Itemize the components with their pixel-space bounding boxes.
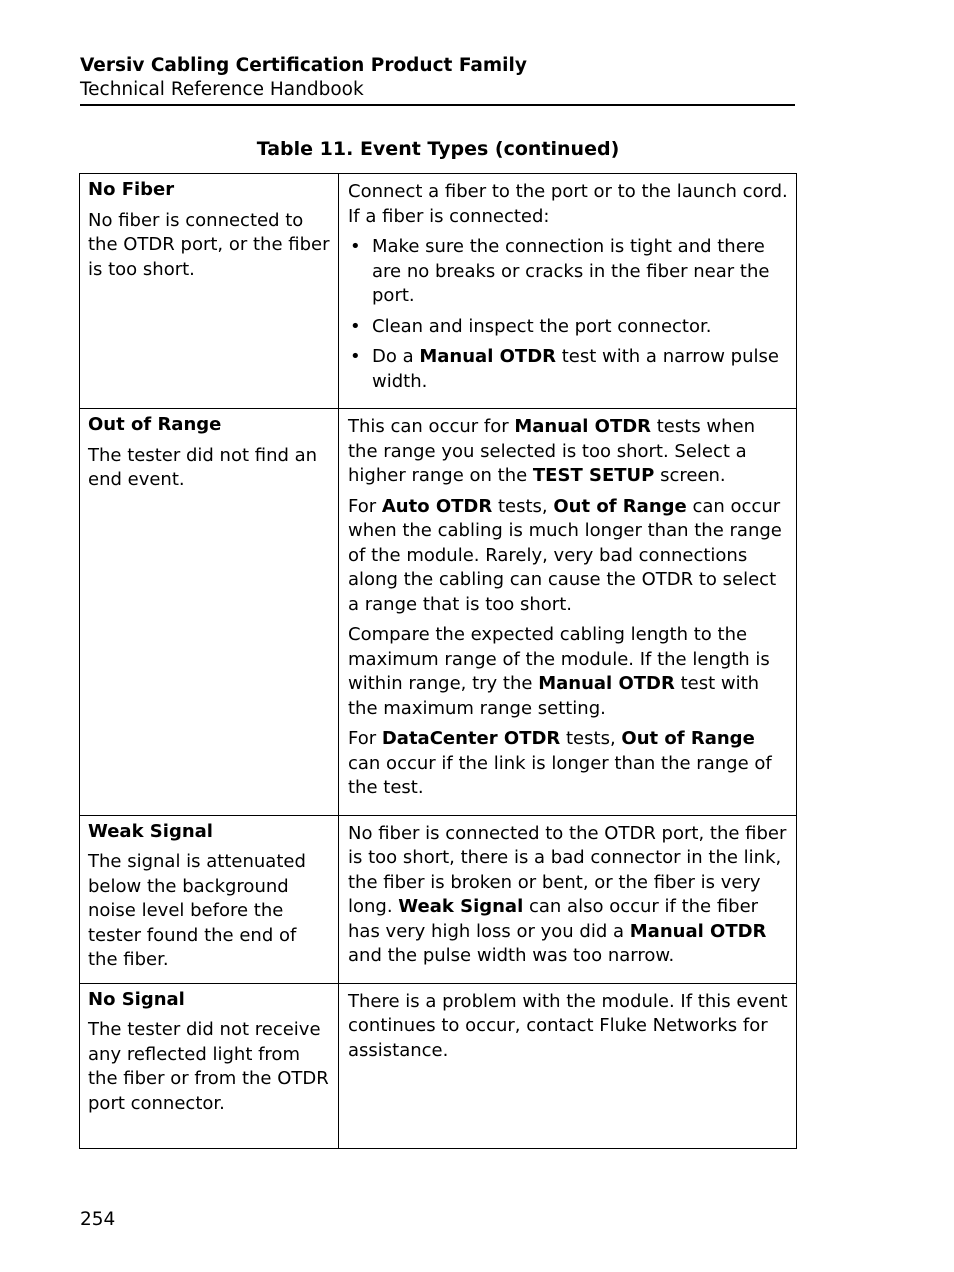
action-cell (339, 983, 797, 1148)
list-item-text: Clean and inspect the port connector. (372, 315, 712, 337)
event-description: No fiber is connected to the OTDR port, or the fiber is too short. (88, 209, 330, 280)
event-name: Out of Range (88, 414, 222, 435)
list-item-text: Make sure the connection is tight and there are no breaks or cracks in the fiber near the port. (372, 236, 770, 306)
event-cell (80, 815, 339, 983)
event-types-table (79, 173, 797, 1149)
action-cell (339, 815, 797, 983)
table-row (80, 409, 797, 816)
event-description: The signal is attenuated below the background noise level before the tester found the end of the fiber. (88, 851, 306, 970)
action-cell (339, 174, 797, 409)
ui-term: Manual OTDR (514, 416, 652, 437)
action-paragraph: No fiber is connected to the OTDR port, the fiber is too short, there is a bad connector in the link, the fiber is broken or bent, or the fiber is very long. Weak Signal can also occur if the fiber has very high loss or you did a Manual OTDR and the pulse width was too narrow. (348, 822, 787, 966)
event-description: The tester did not find an end event. (88, 444, 318, 490)
event-cell (80, 174, 339, 409)
table-row (80, 174, 797, 409)
ui-term: Manual OTDR (419, 346, 557, 367)
bullet-icon: • (350, 236, 361, 257)
running-header (80, 54, 795, 102)
action-paragraph: For DataCenter OTDR tests, Out of Range can occur if the link is longer than the range of the test. (348, 728, 772, 798)
ui-term: Out of Range (621, 728, 755, 749)
ui-term: DataCenter OTDR (381, 728, 561, 749)
list-item-text: test with a narrow pulse width. (372, 346, 779, 392)
table-caption: Table 11. Event Types (continued) (256, 138, 620, 160)
table-row (80, 983, 797, 1148)
ui-term: TEST SETUP (532, 465, 655, 486)
bullet-icon: • (350, 315, 361, 337)
action-list (348, 235, 788, 394)
event-cell (80, 409, 339, 816)
list-item (348, 315, 788, 340)
list-item (348, 345, 788, 394)
header-rule (80, 104, 795, 106)
action-paragraph: For Auto OTDR tests, Out of Range can occur when the cabling is much longer than the range of the module. Rarely, very bad connections along the cabling can cause the OTDR to select a range that is too short. (348, 495, 782, 615)
ui-term: Manual OTDR (629, 920, 767, 942)
action-paragraph: Connect a fiber to the port or to the launch cord. If a fiber is connected: (348, 181, 788, 227)
list-item-text: Do a (372, 346, 420, 367)
ui-term: Out of Range (553, 495, 687, 517)
bullet-icon: • (350, 346, 361, 367)
event-cell (80, 983, 339, 1148)
header-subtitle: Technical Reference Handbook (80, 79, 364, 100)
action-cell (339, 409, 797, 816)
table-row (80, 815, 797, 983)
action-paragraph: Compare the expected cabling length to the maximum range of the module. If the length is within range, try the Manual OTDR test with the maximum range setting. (348, 624, 770, 719)
action-paragraph: This can occur for Manual OTDR tests when the range you selected is too short. Select a higher range on the TEST SETUP screen. (348, 416, 756, 486)
ui-term: Auto OTDR (381, 495, 493, 517)
event-name: No Fiber (88, 179, 175, 200)
action-paragraph: There is a problem with the module. If this event continues to occur, contact Fluke Networks for assistance. (348, 990, 788, 1061)
event-description: The tester did not receive any reflected light from the fiber or from the OTDR port connector. (88, 1019, 329, 1114)
event-name: Weak Signal (88, 820, 213, 842)
list-item (348, 235, 788, 309)
ui-term: Weak Signal (398, 896, 524, 917)
ui-term: Manual OTDR (538, 673, 675, 694)
page-number: 254 (80, 1209, 116, 1230)
event-name: No Signal (88, 988, 185, 1010)
header-title: Versiv Cabling Certification Product Family (80, 55, 527, 76)
